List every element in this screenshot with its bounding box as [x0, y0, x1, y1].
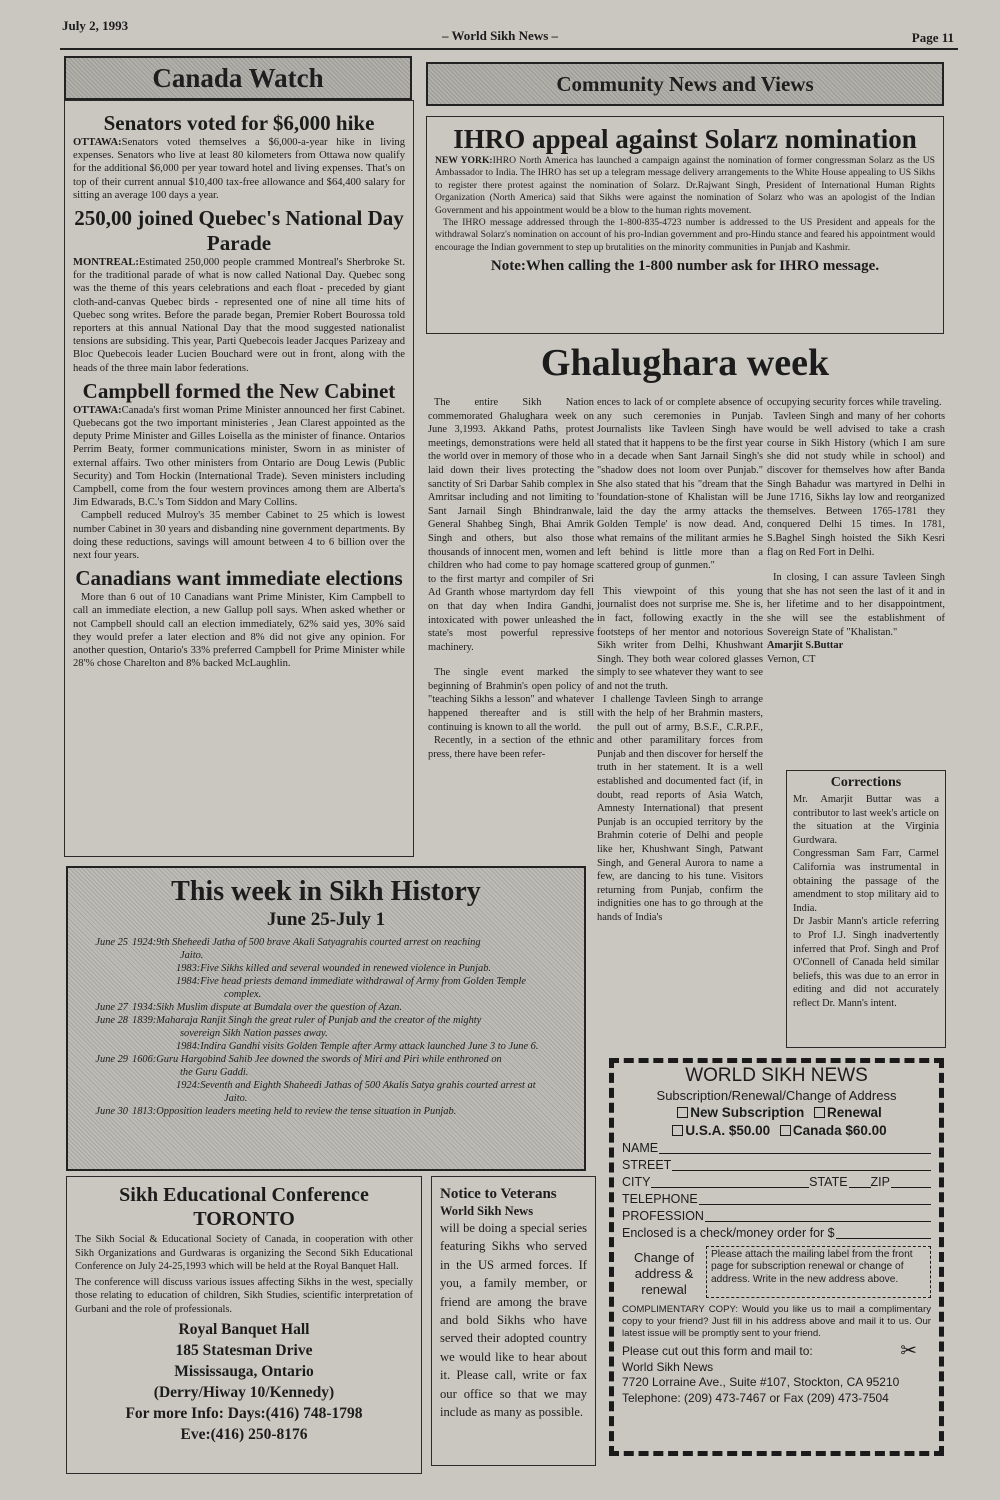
education-conference-box	[66, 1176, 422, 1474]
article-body: Campbell reduced Mulroy's 35 member Cabinet to 25 which is lowest number Cabinet in 30 years and disbanding nine government departments. By doing these reductions, savings will amount between 4 to 6 billion over the next four years.	[73, 510, 405, 562]
page-number: Page 11	[911, 30, 954, 45]
history-date: June 28	[95, 1015, 128, 1026]
street-input[interactable]	[672, 1157, 931, 1171]
org-phone: Telephone: (209) 473-7467 or Fax (209) 473-7504	[622, 1390, 889, 1405]
history-event: 1839:Maharaja Ranjit Singh the great ruler of Punjab and the creator of the mighty	[132, 1015, 482, 1026]
venue-city: Mississauga, Ontario	[174, 1362, 314, 1380]
history-list	[68, 936, 584, 1118]
price-options	[622, 1122, 931, 1140]
telephone-input[interactable]	[699, 1191, 931, 1205]
correction-item: Mr. Amarjit Buttar was a contributor to last week's article on the situation at the Virginia Gurdwara.	[793, 794, 939, 846]
history-date	[68, 1079, 132, 1092]
article-new-cabinet	[73, 379, 405, 562]
history-entry	[68, 975, 584, 988]
paragraph: This viewpoint of this young journalist does not surprise me. She is, in fact, following exactly in the footsteps of her mentor and notorious Sikh writer from Delhi, Khushwant Singh. They both wear colored glasses simply to see whatever they want to see and not the truth.	[597, 585, 763, 692]
history-entry	[68, 1014, 584, 1027]
history-date: June 29	[95, 1054, 128, 1065]
new-subscription-label: New Subscription	[690, 1105, 805, 1120]
ghalughara-column-3	[767, 396, 945, 666]
dateline: NEW YORK:	[435, 155, 493, 166]
canada-watch-section	[64, 100, 414, 857]
profession-input[interactable]	[705, 1208, 931, 1222]
correction-item: Dr Jasbir Mann's article referring to Prof I.J. Singh inadvertently inferred that Prof. Singh and Prof O'Connell of Canada held similar beliefs, this was due to an error in editing and did not accurately reflect Dr. Mann's intent.	[793, 916, 939, 1009]
paper-name: – World Sikh News –	[441, 28, 559, 43]
veterans-title: Notice to Veterans	[440, 1186, 557, 1202]
history-entry	[68, 1079, 584, 1092]
mail-instruction: Please cut out this form and mail to:	[622, 1344, 813, 1358]
conference-title: Sikh Educational Conference	[119, 1184, 369, 1206]
scissors-icon: ✂	[900, 1340, 917, 1362]
article-body: MONTREAL:Estimated 250,000 people crammed Montreal's Sherbroke St. for the traditional parade of what is now called National Day. Quebec song was the theme of this years celebrations and each float - preceded by giant cloth-and-canvas Quebec birds - represented one of nine all time hits of Quebec song writes. Before the parade began, Premier Robert Bourossa told reporters at this annual National Day that the mood suggested nationalist tensions are subsiding. This year, Parti Quebecois leader Jacques Parizeay and Bloc Quebecois leader Lucien Bouchard were out in front, along with the heads of the three main labor federations.	[73, 257, 405, 374]
info-phone-eve: Eve:(416) 250-8176	[180, 1425, 308, 1443]
new-subscription-checkbox[interactable]	[677, 1107, 688, 1118]
corrections-box	[786, 770, 946, 1048]
canada-watch-banner: Canada Watch	[64, 56, 412, 100]
veterans-body: will be doing a special series featuring Sikhs who served in the US armed forces. If you, a family member, or friend are among the brave and bold Sikhs who have served their adopted country we would like to hear about it. Please call, write or fax our office so that we may include as many as possible.	[440, 1221, 587, 1420]
history-subtitle: June 25-July 1	[266, 909, 386, 930]
author-name: Amarjit S.Buttar	[767, 640, 844, 652]
paragraph: The single event marked the beginning of Brahmin's open policy of "teaching Sikhs a lesson" and whatever happened thereafter and is still continuing is known to all the world.	[428, 667, 594, 733]
telephone-field: TELEPHONE	[622, 1191, 931, 1208]
canada-checkbox[interactable]	[780, 1125, 791, 1136]
history-event-continued: the Guru Gaddi.	[180, 1067, 249, 1078]
venue-name: Royal Banquet Hall	[178, 1320, 310, 1338]
article-headline: Campbell formed the New Cabinet	[82, 378, 396, 403]
history-event-continued: Jaito.	[180, 950, 204, 961]
history-date: June 30	[95, 1106, 128, 1117]
zip-input[interactable]	[891, 1174, 931, 1188]
renewal-checkbox[interactable]	[814, 1107, 825, 1118]
veterans-subtitle: World Sikh News	[440, 1204, 534, 1218]
history-date: June 27	[95, 1002, 128, 1013]
history-date	[68, 975, 132, 988]
corrections-title: Corrections	[830, 775, 902, 790]
sikh-history-box	[66, 866, 586, 1171]
paragraph: ences to lack of or complete absence of any such ceremonies in Punjab. Journalists like Tavleen Singh have stated that it happens to be the first year in a decade when Sant Jarnail Singh's "shadow does not loom over Punjab." She also stated that his "dream that the 'foundation-stone of Khalistan will be laid the day the army attacks the Golden Temple' is now dead. And, what remains of the militant armies he left behind is little more than a scattered group of gunmen."	[597, 397, 763, 572]
profession-field: PROFESSION	[622, 1208, 931, 1225]
article-body: OTTAWA:Senators voted themselves a $6,000-a-year hike in living expenses. Senators who live at least 80 kilometers from Ottawa now qualify for the additional $6,000 per year toward hotel and living expenses. That's on top of their current annual $10,400 tax-free allowance and $64,400 salary for sitting an average 100 days a year.	[73, 137, 405, 201]
usa-price-label: U.S.A. $50.00	[685, 1123, 771, 1138]
history-event-continued: sovereign Sikh Nation passes away.	[180, 1028, 328, 1039]
renewal-label: Renewal	[827, 1105, 882, 1120]
change-of-address-block	[622, 1246, 931, 1298]
city-state-zip-field: CITY STATE ZIP	[622, 1174, 931, 1191]
article-senators	[73, 111, 405, 202]
complimentary-copy-note: COMPLIMENTARY COPY: Would you like us to mail a complimentary copy to your friend? Just fill in his address above and mail it to us. Our latest issue will be promptly sent to your friend.	[622, 1304, 931, 1339]
article-body: More than 6 out of 10 Canadians want Prime Minister, Kim Campbell to call an immediate election, a new Gallup poll says. When asked whether or not Campbell should call an election immediately, 62% said yes, 30% said they would prefer a later election and 8% did not give any opinion. For another question, Ontario's 33% preferred Campbell for Prime Minister while 28'% chose Charelton and 8% backed McLaughlin.	[73, 592, 405, 670]
paragraph: Tavleen Singh and many of her cohorts would be well advised to take a crash course in Sikh History (which I am sure she did not study while in school) and discover for themselves how after Banda Singh Bahadur was martyred in Delhi in June 1716, Sikhs lay low and reorganized themselves. Between 1765-1781 they conquered Delhi 15 times. In 1781, S.Baghel Singh hoisted the Sikh Kesri flag on Red Fort in Delhi.	[767, 410, 945, 558]
article-headline: 250,00 joined Quebec's National Day Parade	[74, 206, 404, 256]
subscription-form	[609, 1058, 944, 1456]
name-field: NAME	[622, 1140, 931, 1157]
article-headline: Senators voted for $6,000 hike	[103, 111, 375, 135]
veterans-notice	[431, 1176, 596, 1466]
header-rule	[60, 48, 958, 50]
history-title: This week in Sikh History	[171, 876, 481, 907]
article-elections	[73, 566, 405, 670]
history-entry	[68, 1053, 584, 1066]
paragraph: I challenge Tavleen Singh to arrange with the help of her Brahmin masters, the pull out of army, B.S.F., C.R.P.F., and other paramilitary forces from Punjab and then discover for herself the truth in her statement. It is a well established and documented fact (if, in doubt, read reports of Asia Watch, Amnesty International) that present Punjab is an occupied territory by the Brahmin coterie of Delhi and people like her, Khushwant Singh, Patwant Singh, and General Aurora to name a few, are dancing to his tune. Visitors returning from Punjab, confirm the indignities one has to go through at the hands of India's	[597, 694, 763, 923]
info-phone-days: For more Info: Days:(416) 748-1798	[125, 1404, 363, 1422]
author-location: Vernon, CT	[767, 653, 816, 665]
history-event: 1984:Indira Gandhi visits Golden Temple after Army attack launched June 3 to June 6.	[176, 1041, 539, 1052]
venue-directions: (Derry/Hiway 10/Kennedy)	[153, 1383, 335, 1401]
paragraph: The entire Sikh Nation commemorated Ghalughara week on June 3,1993. Akkand Paths, protest meetings, demonstrations were held all the world over in memory of those who laid down their lives protecting the sanctity of Sri Darbar Sahib complex in Amritsar including and not limiting to Sant Jarnail Singh Bhindranwale, General Shahbeg Singh, Bhai Amrik Singh and others, but also those thousands of innocent men, women and children who had come to pay homage to the first martyr and compiler of Sri Ad Granth whose martyrdom day fell on that day when Indira Gandhi, intoxicated with power unleashed the state's most powerful repressive machinery.	[428, 397, 594, 653]
history-event: 1924:9th Sheheedi Jatha of 500 brave Akali Satyagrahis courted arrest on reaching	[132, 937, 481, 948]
ihro-note: Note:When calling the 1-800 number ask for IHRO message.	[490, 258, 880, 275]
venue-street: 185 Statesman Drive	[175, 1341, 313, 1359]
history-date	[68, 962, 132, 975]
paragraph: In closing, I can assure Tavleen Singh that she has not seen the last of it and in her lifetime and to her disappointment, she will see the establishment of Sovereign State of "Khalistan."	[767, 572, 945, 638]
name-input[interactable]	[659, 1140, 931, 1154]
article-headline: IHRO appeal against Solarz nomination	[453, 124, 917, 154]
amount-field: Enclosed is a check/money order for $	[622, 1225, 931, 1242]
org-name: World Sikh News	[622, 1359, 714, 1374]
history-entry	[68, 1001, 584, 1014]
ghalughara-headline: Ghalughara week	[540, 342, 830, 384]
street-field: STREET	[622, 1157, 931, 1174]
history-event: 1983:Five Sikhs killed and several wounded in renewed violence in Punjab.	[176, 963, 492, 974]
history-event: 1813:Opposition leaders meeting held to review the tense situation in Punjab.	[132, 1106, 457, 1117]
canada-price-label: Canada $60.00	[792, 1123, 887, 1138]
subscription-type-options	[622, 1104, 931, 1122]
state-input[interactable]	[849, 1174, 871, 1188]
mailing-address	[622, 1340, 931, 1406]
form-subtitle: Subscription/Renewal/Change of Address	[656, 1088, 897, 1103]
correction-item: Congressman Sam Farr, Carmel California was instrumental in obtaining the passage of the amendment to stop military aid to India.	[793, 848, 939, 914]
conference-body: The conference will discuss various issues affecting Sikhs in the west, specially those relating to education of children, Sikh Studies, scientific interpretation of Gurbani and the role of professionals.	[75, 1276, 413, 1315]
conference-city: TORONTO	[193, 1208, 295, 1230]
org-address: 7720 Lorraine Ave., Suite #107, Stockton, CA 95210	[622, 1375, 900, 1389]
dateline: MONTREAL:	[73, 257, 139, 269]
change-of-address-label: Change of address & renewal	[634, 1250, 694, 1297]
article-quebec-parade	[73, 206, 405, 375]
form-title: WORLD SIKH NEWS	[685, 1065, 868, 1086]
history-entry	[68, 1105, 584, 1118]
history-date	[68, 1040, 132, 1053]
mailing-label-area: Please attach the mailing label from the front page for subscription renewal or change of address. Write in the new address above.	[706, 1246, 931, 1298]
history-event: 1934:Sikh Muslim dispute at Bumdala over the question of Azan.	[132, 1002, 402, 1013]
history-event: 1984:Five head priests demand immediate withdrawal of Army from Golden Temple	[176, 976, 526, 987]
history-event: 1924:Seventh and Eighth Shaheedi Jathas of 500 Akalis Satya grahis courted arrest at	[176, 1080, 536, 1091]
ihro-article	[426, 116, 944, 334]
usa-checkbox[interactable]	[672, 1125, 683, 1136]
community-banner: Community News and Views	[426, 62, 944, 106]
article-headline: Canadians want immediate elections	[75, 566, 403, 591]
history-entry	[68, 936, 584, 949]
dateline: OTTAWA:	[73, 137, 122, 148]
history-event-continued: complex.	[224, 989, 262, 1000]
issue-date: July 2, 1993	[62, 18, 129, 33]
ghalughara-column-1	[428, 396, 594, 761]
conference-address	[75, 1319, 413, 1445]
dateline: OTTAWA:	[73, 404, 122, 416]
ghalughara-column-2	[597, 396, 763, 925]
history-entry	[68, 1040, 584, 1053]
city-input[interactable]	[651, 1174, 809, 1188]
history-entry	[68, 962, 584, 975]
article-body: OTTAWA:Canada's first woman Prime Minister announced her first Cabinet. Quebecans got the two important ministeries , Jean Clarest appointed as the deputy Prime Minister and Gilles Loisella as the minister of finance. Ontarios Perrim Beaty, former communications minister, Sworn in as minister of external affairs. Two other ministers from Ontario are Doug Lewis (Public Security) and Tom Hockin (International Trade). Seven ministers including Campbell, come from the four western provinces among them are Alberta's Jim Edwarads, B.C.'s Tom Siddon and Mary Collins.	[73, 404, 405, 509]
history-date: June 25	[95, 937, 128, 948]
article-body: The IHRO message addressed through the 1-800-835-4723 number is addressed to the US President and appeals for the withdrawal Solarz's nomination on account of his pro-Indian government and pro-Hindu stance and feared his appointment would encourage the Indian government to step up brutalities on the minority communities in Punjab and Kashmir.	[435, 217, 935, 253]
paragraph: occupying security forces while traveling.	[767, 397, 942, 408]
conference-body: The Sikh Social & Educational Society of Canada, in cooperation with other Sikh Organizations and Gurdwaras is organizing the Second Sikh Educational Conference on July 24-25,1993 which will be held at the Royal Banquet Hall.	[75, 1234, 413, 1273]
amount-input[interactable]	[836, 1225, 931, 1239]
history-event-continued: Jaito.	[224, 1093, 248, 1104]
history-event: 1606:Guru Hargobind Sahib Jee downed the swords of Miri and Piri while enthroned on	[132, 1054, 502, 1065]
article-body: NEW YORK:IHRO North America has launched a campaign against the nomination of former congressman Solarz as the US Ambassador to India. The IHRO has set up a telegram message delivery arrangements to the White House appealing to US Sikhs to register there protest against the nomination of Solarz. Dr.Rajwant Singh, President of International Human Rights Organization (North America) said that Sikhs were against the nomination of Solarz who was an apologist of the Indian Government and his appointment would be a blow to the human rights movement.	[435, 155, 935, 216]
paragraph: Recently, in a section of the ethnic press, there have been refer-	[428, 735, 594, 760]
